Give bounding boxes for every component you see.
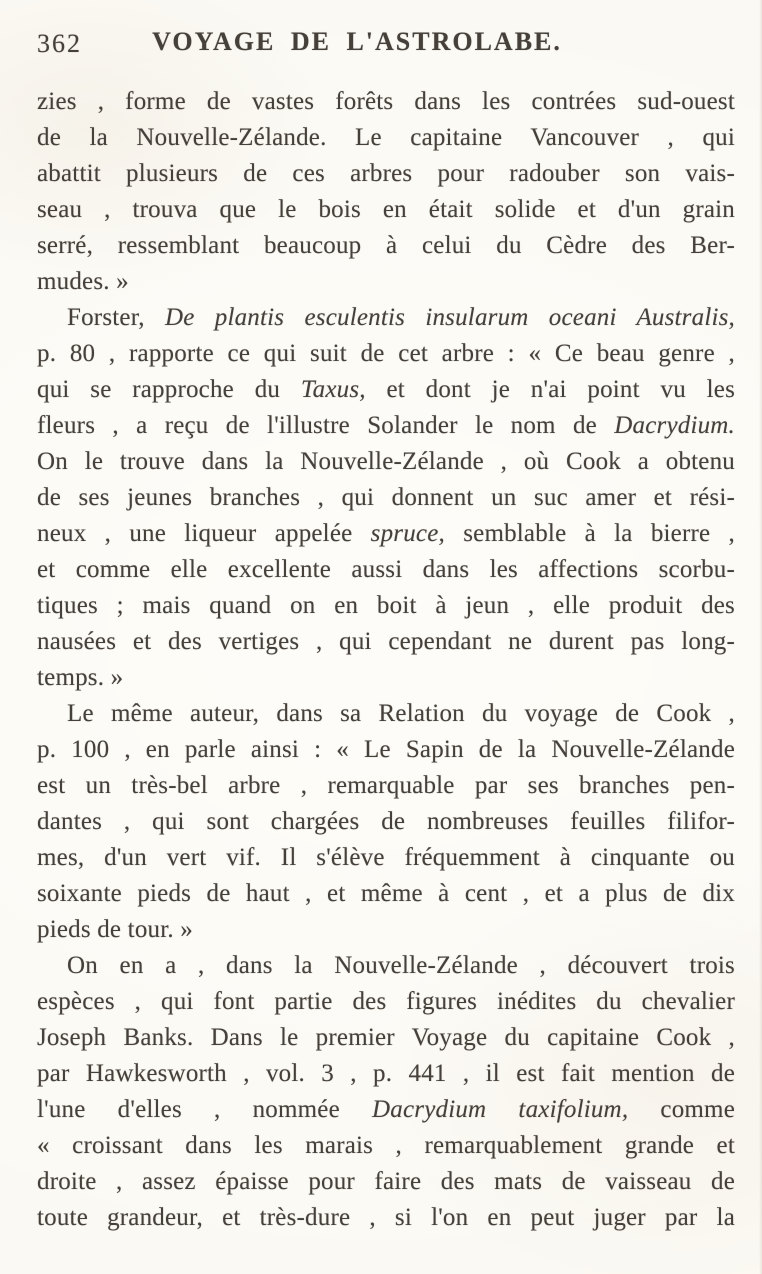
text-line: [37, 192, 735, 228]
text-segment: abattit plusieurs de ces arbres pour radouber son vais-: [37, 160, 735, 187]
text-line: [37, 912, 735, 948]
text-line: [37, 588, 735, 624]
text-line: [37, 1200, 735, 1236]
text-line: [37, 624, 735, 660]
text-segment: On en a , dans la Nouvelle-Zélande , découvert trois: [67, 952, 735, 979]
text-segment: tiques ; mais quand on en boit à jeun , elle produit des: [37, 592, 735, 619]
text-line: [37, 120, 735, 156]
text-segment: Forster,: [67, 304, 165, 331]
text-line: [37, 948, 735, 984]
text-segment: l'une d'elles , nommée: [37, 1096, 373, 1123]
text-line: [37, 1092, 735, 1128]
page-number: 362: [37, 29, 82, 58]
text-line: [37, 1128, 735, 1164]
text-segment: Le même auteur, dans sa Relation du voyage de Cook ,: [67, 700, 735, 727]
text-segment: neux , une liqueur appelée: [37, 520, 371, 547]
text-line: [37, 264, 735, 300]
text-segment: et dont je n'ai point vu les: [365, 376, 735, 403]
text-line: [37, 552, 735, 588]
text-line: [37, 732, 735, 768]
text-segment: zies , forme de vastes forêts dans les contrées sud-ouest: [37, 88, 735, 115]
text-segment: droite , assez épaisse pour faire des mats de vaisseau de: [37, 1168, 735, 1195]
text-segment: serré, ressemblant beaucoup à celui du Cèdre des Ber-: [37, 232, 735, 259]
text-line: [37, 1164, 735, 1200]
text-line: [37, 1056, 735, 1092]
text-segment: pieds de tour. »: [37, 916, 193, 943]
text-segment: p. 100 , en parle ainsi : « Le Sapin de la Nouvelle-Zélande: [37, 736, 735, 763]
text-line: [37, 480, 735, 516]
page-body: [37, 84, 735, 1236]
text-line: [37, 228, 735, 264]
text-segment: dantes , qui sont chargées de nombreuses feuilles filifor-: [37, 808, 735, 835]
text-line: [37, 408, 735, 444]
text-line: [37, 372, 735, 408]
running-title: VOYAGE DE L'ASTROLABE.: [152, 27, 562, 56]
text-line: [37, 984, 735, 1020]
italic-text-segment: De plantis esculentis insularum oceani Australis,: [164, 304, 735, 331]
text-line: [37, 876, 735, 912]
text-segment: Joseph Banks. Dans le premier Voyage du capitaine Cook ,: [37, 1024, 735, 1051]
text-segment: nausées et des vertiges , qui cependant ne durent pas long-: [37, 628, 735, 655]
text-line: [37, 804, 735, 840]
text-line: [37, 156, 735, 192]
text-segment: mudes. »: [37, 268, 129, 295]
text-segment: est un très-bel arbre , remarquable par ses branches pen-: [37, 772, 735, 799]
text-segment: de ses jeunes branches , qui donnent un suc amer et rési-: [37, 484, 735, 511]
text-segment: par Hawkesworth , vol. 3 , p. 441 , il est fait mention de: [37, 1060, 735, 1087]
text-line: [37, 84, 735, 120]
text-line: [37, 444, 735, 480]
text-segment: semblable à la bierre ,: [444, 520, 735, 547]
page-header: [37, 27, 735, 61]
text-segment: de la Nouvelle-Zélande. Le capitaine Vancouver , qui: [37, 124, 735, 151]
text-line: [37, 300, 735, 336]
text-line: [37, 840, 735, 876]
italic-text-segment: Dacrydium taxifolium,: [372, 1096, 629, 1123]
text-segment: soixante pieds de haut , et même à cent , et a plus de dix: [37, 880, 735, 907]
text-line: [37, 516, 735, 552]
text-segment: et comme elle excellente aussi dans les affections scorbu-: [37, 556, 735, 583]
text-segment: p. 80 , rapporte ce qui suit de cet arbre : « Ce beau genre ,: [37, 340, 735, 367]
text-segment: espèces , qui font partie des figures inédites du chevalier: [37, 988, 735, 1015]
text-line: [37, 1020, 735, 1056]
text-segment: On le trouve dans la Nouvelle-Zélande , où Cook a obtenu: [37, 448, 735, 475]
text-segment: seau , trouva que le bois en était solide et d'un grain: [37, 196, 735, 223]
text-line: [37, 336, 735, 372]
text-segment: mes, d'un vert vif. Il s'élève fréquemment à cinquante ou: [37, 844, 735, 871]
text-line: [37, 768, 735, 804]
text-segment: toute grandeur, et très-dure , si l'on en peut juger par la: [37, 1204, 735, 1231]
text-segment: « croissant dans les marais , remarquablement grande et: [37, 1132, 735, 1159]
text-segment: fleurs , a reçu de l'illustre Solander le nom de: [37, 412, 615, 439]
text-line: [37, 696, 735, 732]
text-segment: comme: [628, 1096, 735, 1123]
text-segment: qui se rapproche du: [37, 376, 301, 403]
text-segment: temps. »: [37, 664, 124, 691]
italic-text-segment: Dacrydium.: [614, 412, 735, 439]
italic-text-segment: spruce,: [370, 520, 445, 547]
text-line: [37, 660, 735, 696]
italic-text-segment: Taxus,: [300, 376, 366, 403]
